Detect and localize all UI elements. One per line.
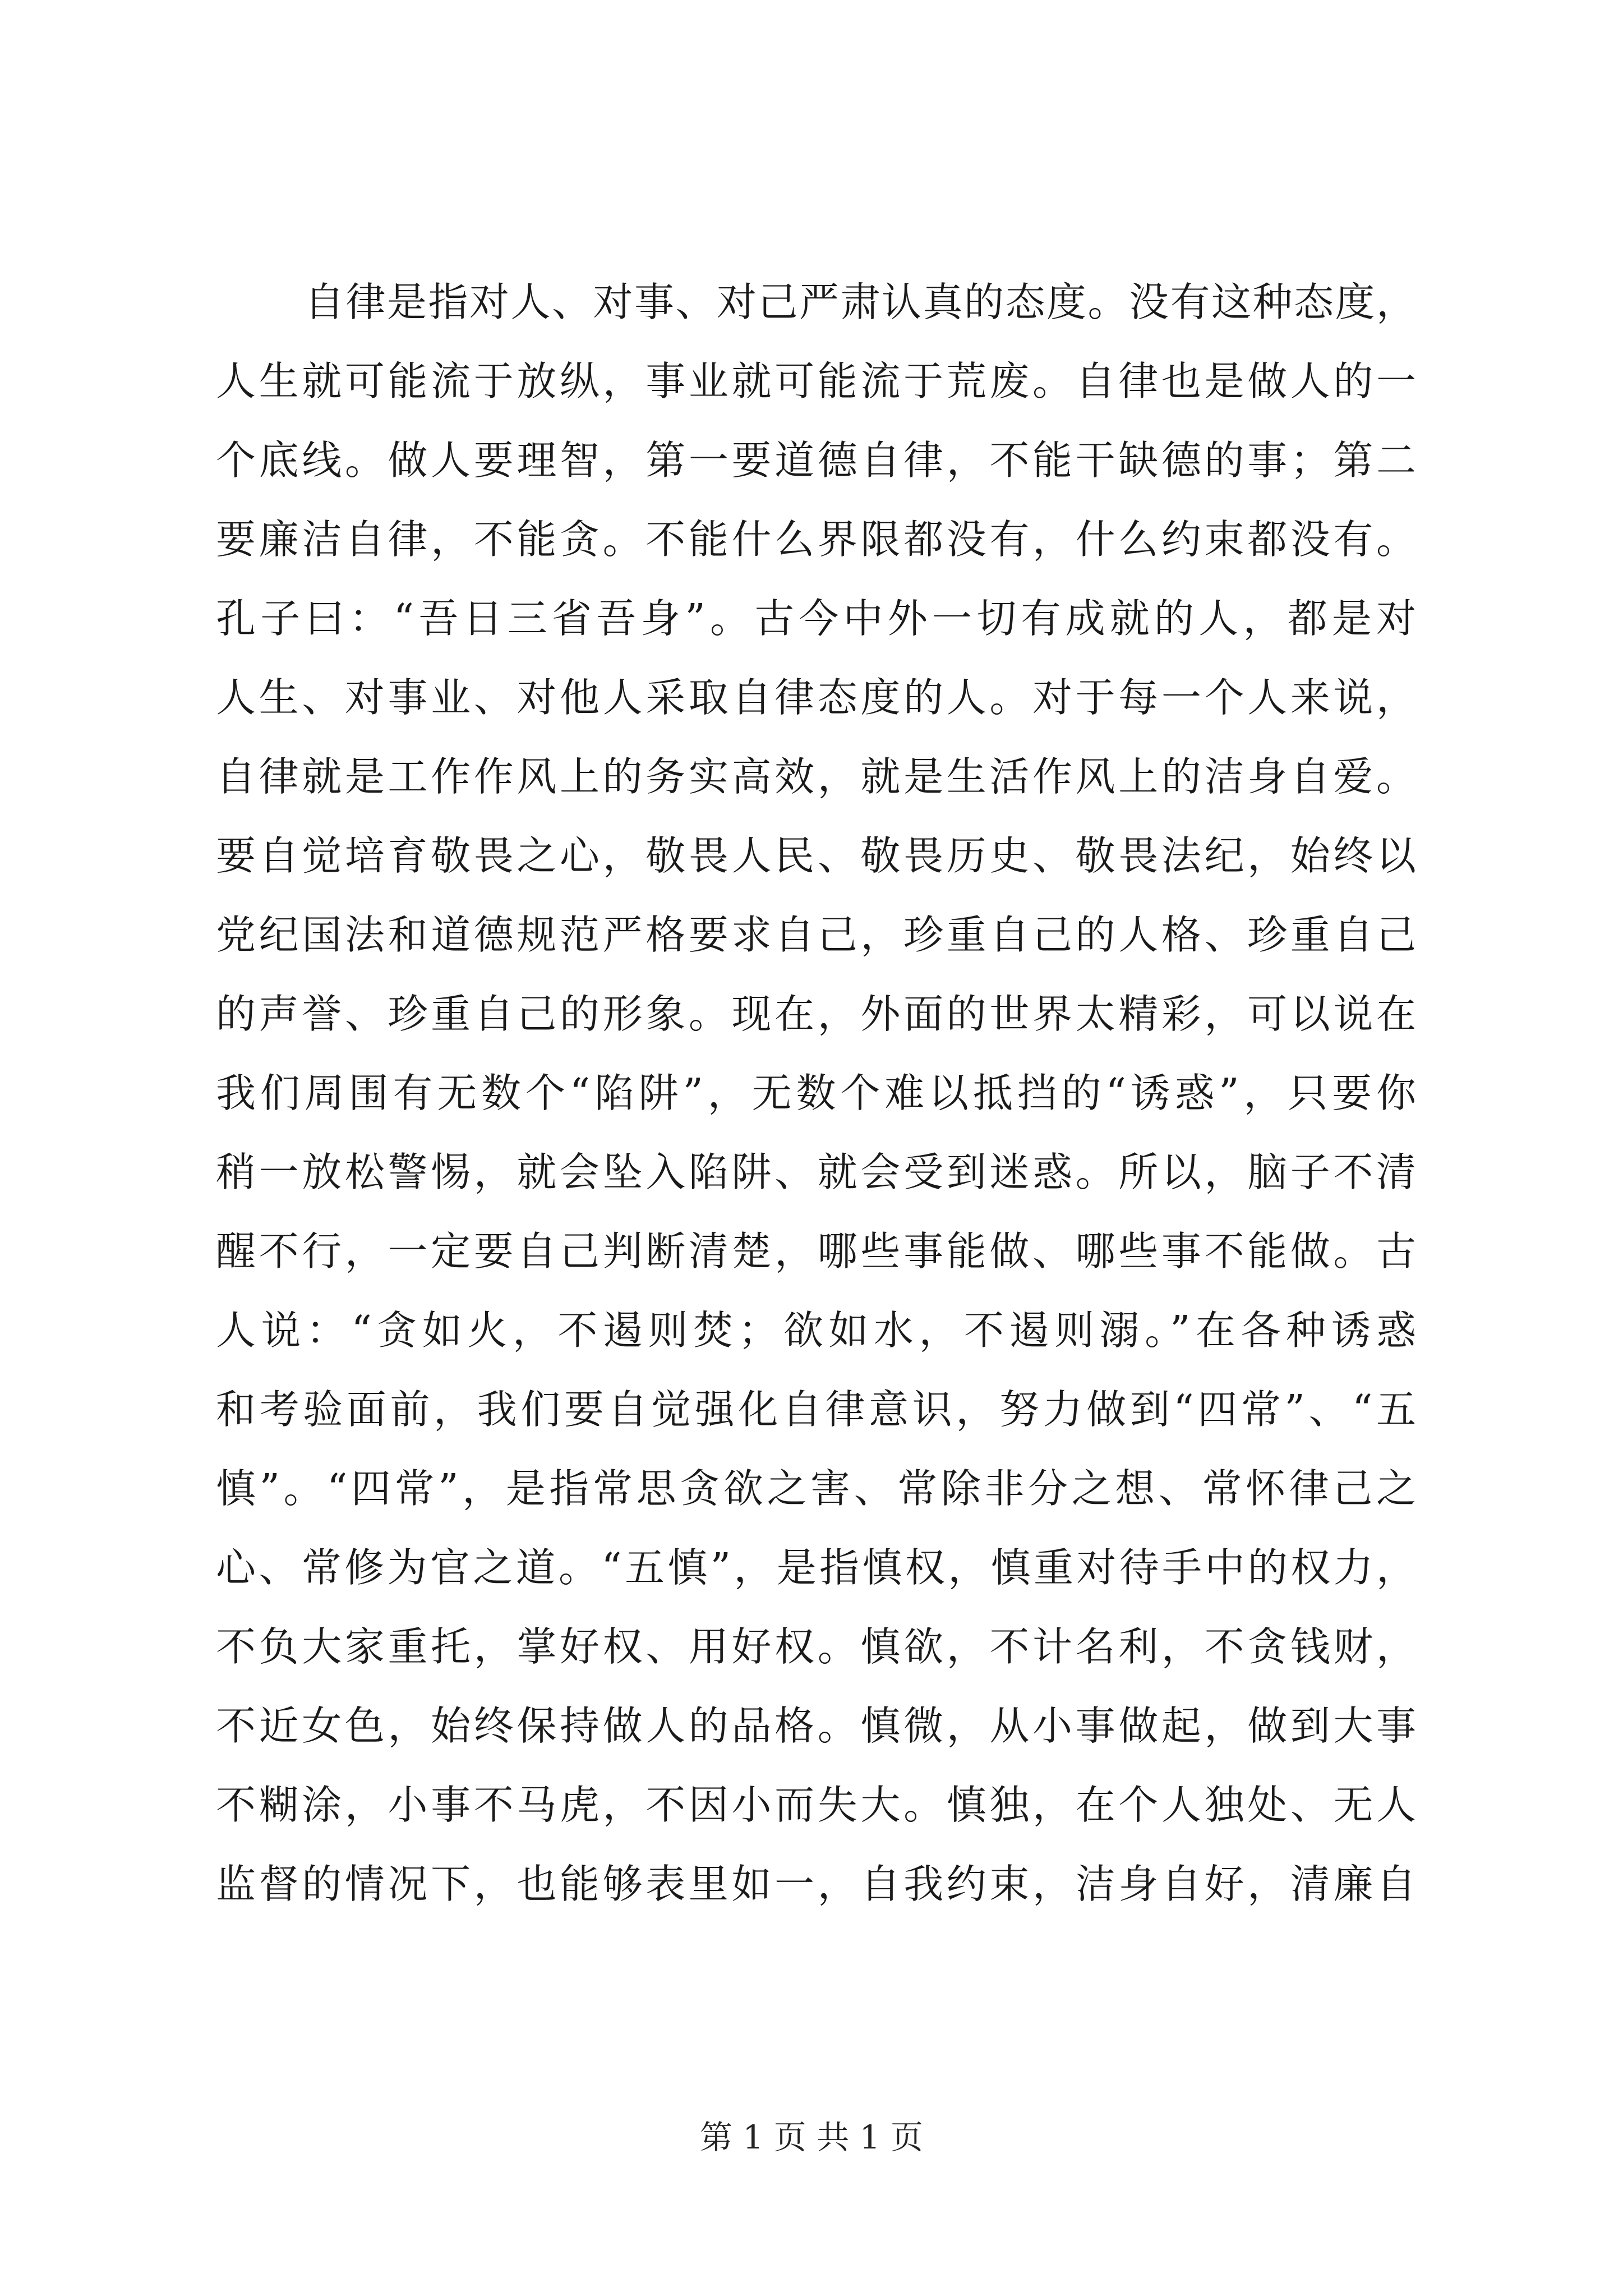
text-line: 自律就是工作作风上的务实高效，就是生活作风上的洁身自爱。 — [216, 753, 1416, 800]
text-line: 的声誉、珍重自己的形象。现在，外面的世界太精彩，可以说在 — [216, 991, 1416, 1037]
text-line: 孔子曰：“吾日三省吾身”。古今中外一切有成就的人，都是对 — [216, 595, 1416, 642]
text-line: 要自觉培育敬畏之心，敬畏人民、敬畏历史、敬畏法纪，始终以 — [216, 832, 1416, 879]
text-line: 心、常修为官之道。“五慎”，是指慎权，慎重对待手中的权力， — [216, 1544, 1416, 1591]
text-line: 监督的情况下，也能够表里如一，自我约束，洁身自好，清廉自 — [216, 1861, 1416, 1907]
text-line: 不近女色，始终保持做人的品格。慎微，从小事做起，做到大事 — [216, 1703, 1416, 1749]
text-line: 党纪国法和道德规范严格要求自己，珍重自己的人格、珍重自己 — [216, 912, 1416, 958]
text-line: 不糊涂，小事不马虎，不因小而失大。慎独，在个人独处、无人 — [216, 1782, 1416, 1828]
text-line: 个底线。做人要理智，第一要道德自律，不能干缺德的事；第二 — [216, 437, 1416, 484]
text-line: 自律是指对人、对事、对己严肃认真的态度。没有这种态度， — [305, 279, 1416, 325]
text-line: 慎”。“四常”，是指常思贪欲之害、常除非分之想、常怀律己之 — [216, 1465, 1416, 1512]
text-line: 醒不行，一定要自己判断清楚，哪些事能做、哪些事不能做。古 — [216, 1228, 1416, 1274]
text-line: 稍一放松警惕，就会坠入陷阱、就会受到迷惑。所以，脑子不清 — [216, 1149, 1416, 1195]
body-paragraph — [216, 263, 1416, 1924]
page-footer: 第 1 页 共 1 页 — [700, 2118, 923, 2156]
text-line: 不负大家重托，掌好权、用好权。慎欲，不计名利，不贪钱财， — [216, 1623, 1416, 1670]
text-line: 我们周围有无数个“陷阱”，无数个难以抵挡的“诱惑”，只要你 — [216, 1070, 1416, 1116]
text-line: 和考验面前，我们要自觉强化自律意识，努力做到“四常”、“五 — [216, 1386, 1416, 1433]
text-line: 人生就可能流于放纵，事业就可能流于荒废。自律也是做人的一 — [216, 358, 1416, 404]
text-line: 要廉洁自律，不能贪。不能什么界限都没有，什么约束都没有。 — [216, 516, 1416, 563]
text-line: 人说：“贪如火，不遏则焚；欲如水，不遏则溺。”在各种诱惑 — [216, 1307, 1416, 1354]
text-line: 人生、对事业、对他人采取自律态度的人。对于每一个人来说， — [216, 674, 1416, 721]
